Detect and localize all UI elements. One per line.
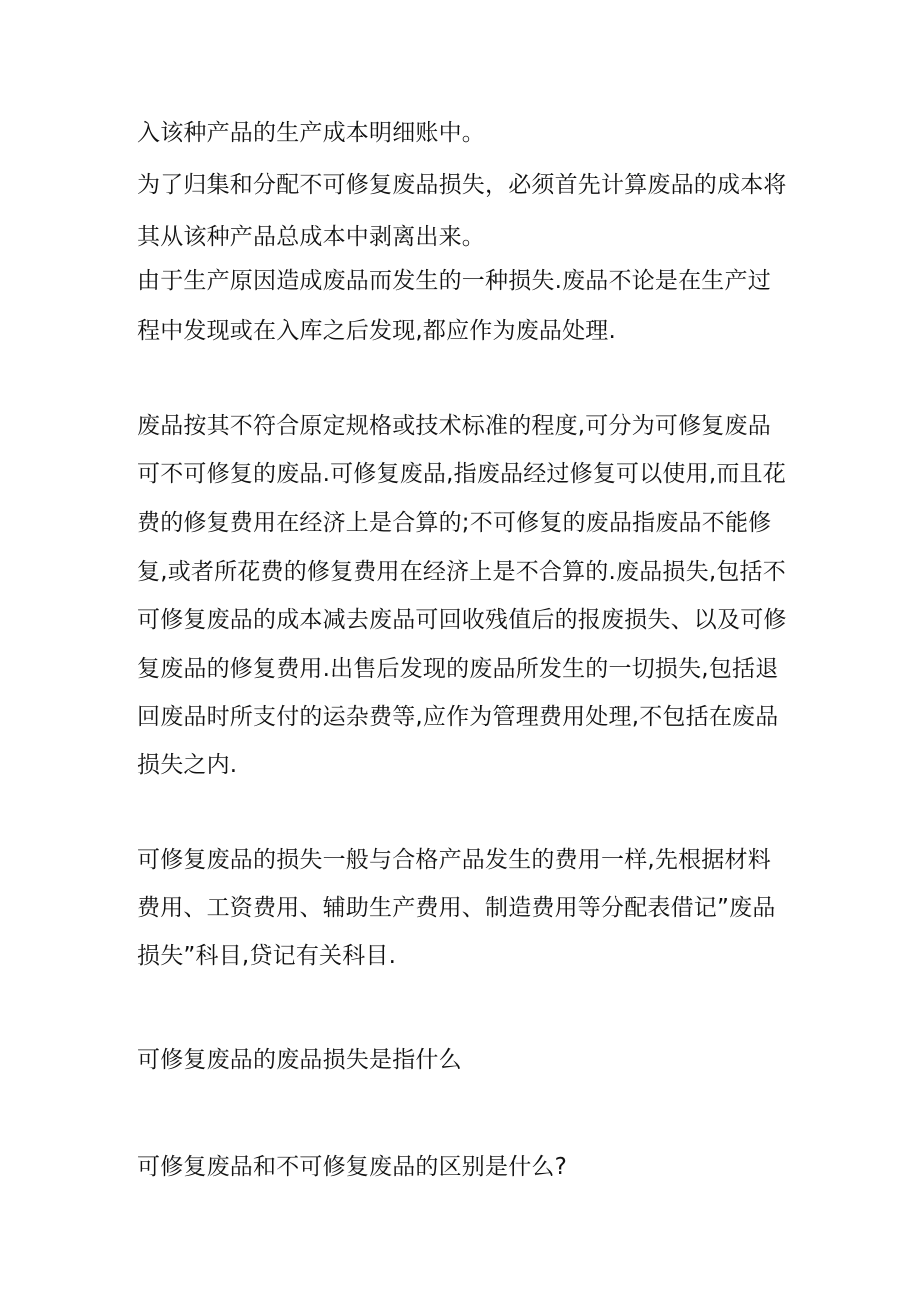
paragraph-line: 废品按其不符合原定规格或技术标准的程度,可分为可修复废品	[137, 413, 771, 439]
paragraph-line: 费的修复费用在经济上是合算的;不可修复的废品指废品不能修	[137, 510, 772, 536]
paragraph-line: 复废品的修复费用.出售后发现的废品所发生的一切损失,包括退	[137, 656, 779, 682]
paragraph-line: 损失之内.	[137, 752, 238, 778]
paragraph-line: 由于生产原因造成废品而发生的一种损失.废品不论是在生产过	[137, 268, 771, 294]
section-heading: 可修复废品的废品损失是指什么	[137, 1047, 462, 1073]
section-heading: 可修复废品和不可修复废品的区别是什么?	[137, 1154, 568, 1180]
paragraph-line: 其从该种产品总成本中剥离出来。	[137, 224, 485, 250]
paragraph-line: 可不可修复的废品.可修复废品,指废品经过修复可以使用,而且花	[137, 461, 786, 487]
paragraph-line: 复,或者所花费的修复费用在经济上是不合算的.废品损失,包括不	[137, 559, 786, 585]
paragraph-line: 费用、工资费用、辅助生产费用、制造费用等分配表借记”废品	[137, 895, 776, 921]
paragraph-line: 损失”科目,贷记有关科目.	[137, 943, 397, 969]
paragraph-line: 可修复废品的损失一般与合格产品发生的费用一样,先根据材料	[137, 847, 771, 873]
paragraph-line: 回废品时所支付的运杂费等,应作为管理费用处理,不包括在废品	[137, 704, 779, 730]
paragraph-line: 可修复废品的成本减去废品可回收残值后的报废损失、以及可修	[137, 607, 787, 633]
paragraph-line: 为了归集和分配不可修复废品损失，必须首先计算废品的成本将	[137, 172, 787, 198]
paragraph-line: 程中发现或在入库之后发现,都应作为废品处理.	[137, 318, 617, 344]
paragraph-line: 入该种产品的生产成本明细账中。	[137, 120, 485, 146]
